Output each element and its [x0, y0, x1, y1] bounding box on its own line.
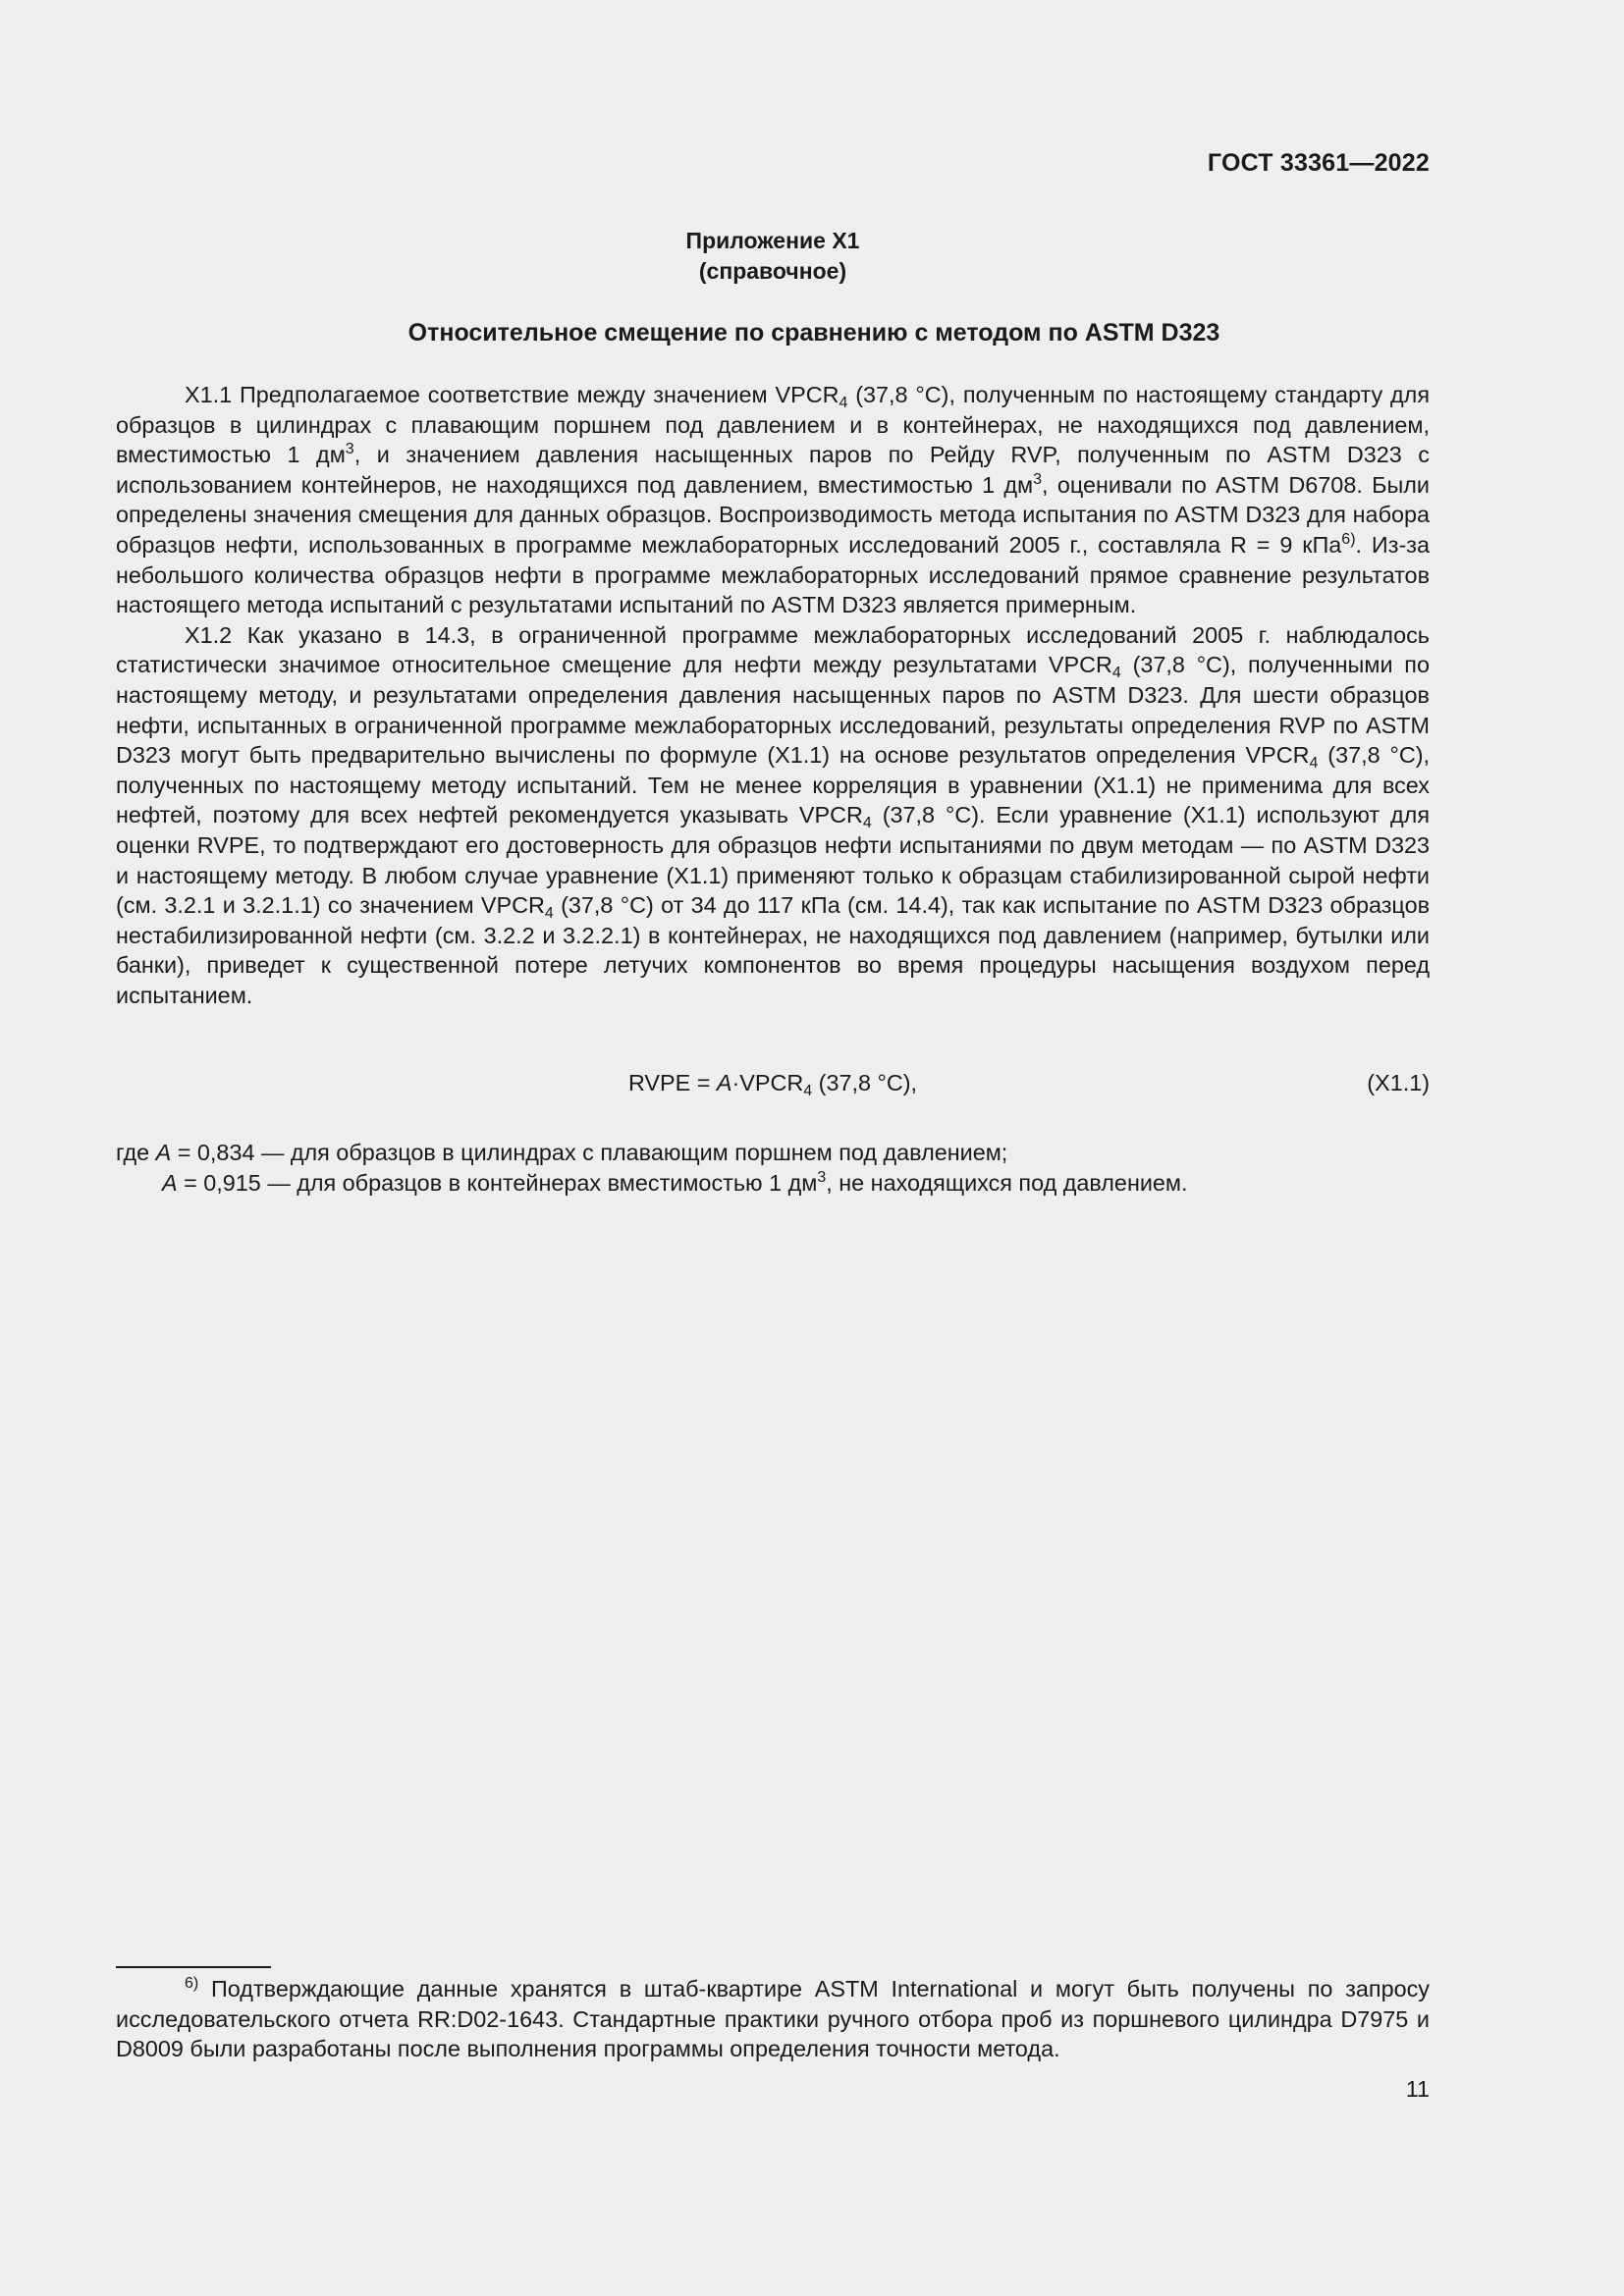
formula-number: (X1.1)	[1367, 1070, 1430, 1095]
formula-legend	[116, 1138, 1430, 1199]
legend-line-2: A = 0,915 — для образцов в контейнерах вместимостью 1 $дм^3$, не находящихся под давлением.	[162, 1169, 1188, 1196]
legend-line-1: где A = 0,834 — для образцов в цилиндрах с плавающим поршнем под давлением;	[116, 1140, 1008, 1165]
footnote-6: $^{6)}$ Подтверждающие данные хранятся в штаб-квартире ASTM International и могут быть получены по запросу исследовательского отчета RR:D02-1643. Стандартные практики ручного отбора проб из поршневого цилиндра D7975 и D8009 были разработаны после выполнения программы определения точности метода.	[116, 1975, 1430, 2062]
formula-expression: RVPE = $A\cdot VPCR_4$ (37,8 °С),	[627, 1070, 918, 1099]
appendix-body	[116, 380, 1430, 1010]
footnote-mark: 6)	[185, 1975, 199, 1992]
formula-x1-1	[116, 1070, 1430, 1101]
page-number: 11	[1405, 2076, 1430, 2102]
footnote-reference[interactable]: 6)	[1341, 530, 1356, 548]
paragraph-x1-2: X1.2 Как указано в 14.3, в ограниченной программе межлабораторных исследований 2005 г. наблюдалось статистически значимое относительное смещение для нефти между результатами $VPCR_4$ (37,8 °С), полученными по настоящему методу, и результатами определения давления насыщенных паров по ASTM D323. Для шести образцов нефти, испытанных в ограниченной программе межлабораторных исследований, результаты определения RVP по ASTM D323 могут быть предварительно вычислены по формуле (X1.1) на основе результатов определения $VPCR_4$ (37,8 °С), полученных по настоящему методу испытаний. Тем не менее корреляция в уравнении (X1.1) не применима для всех нефтей, поэтому для всех нефтей рекомендуется указывать $VPCR_4$ (37,8 °С). Если уравнение (X1.1) используют для оценки RVPE, то подтверждают его достоверность для образцов нефти испытаниями по двум методам — по ASTM D323 и настоящему методу. В любом случае уравнение (X1.1) применяют только к образцам стабилизированной сырой нефти (см. 3.2.1 и 3.2.1.1) со значением $VPCR_4$ (37,8 °С) от 34 до 117 кПа (см. 14.4), так как испытание по ASTM D323 образцов нестабилизированной нефти (см. 3.2.2 и 3.2.2.1) в контейнерах, не находящихся под давлением (например, бутылки или банки), приведет к существенной потере летучих компонентов во время процедуры насыщения воздухом перед испытанием.	[116, 621, 1431, 1008]
appendix-heading	[116, 226, 1430, 287]
appendix-title: Относительное смещение по сравнению с методом по ASTM D323	[407, 319, 1220, 347]
appendix-kind: (справочное)	[698, 258, 847, 284]
paragraph-x1-1: X1.1 Предполагаемое соответствие между значением $VPCR_4$ (37,8 °С), полученным по настоящему стандарту для образцов в цилиндрах с плавающим поршнем под давлением и в контейнерах, не находящихся под давлением, вместимостью 1 $дм^3$, и значением давления насыщенных паров по Рейду RVP, полученным по ASTM D323 с использованием контейнеров, не находящихся под давлением, вместимостью 1 $дм^3$, оценивали по ASTM D6708. Были определены значения смещения для данных образцов. Воспроизводимость метода испытания по ASTM D323 для набора образцов нефти, использованных в программе межлабораторных исследований 2005 г., составляла R = 9 кПа$^{6)}$. Из-за небольшого количества образцов нефти в программе межлабораторных исследований прямое сравнение результатов настоящего метода испытаний с результатами испытаний по ASTM D323 является примерным.	[116, 382, 1431, 618]
footnote-separator	[116, 1966, 271, 1968]
appendix-label: Приложение X1	[685, 228, 860, 253]
standard-designation: ГОСТ 33361—2022	[1207, 149, 1430, 177]
